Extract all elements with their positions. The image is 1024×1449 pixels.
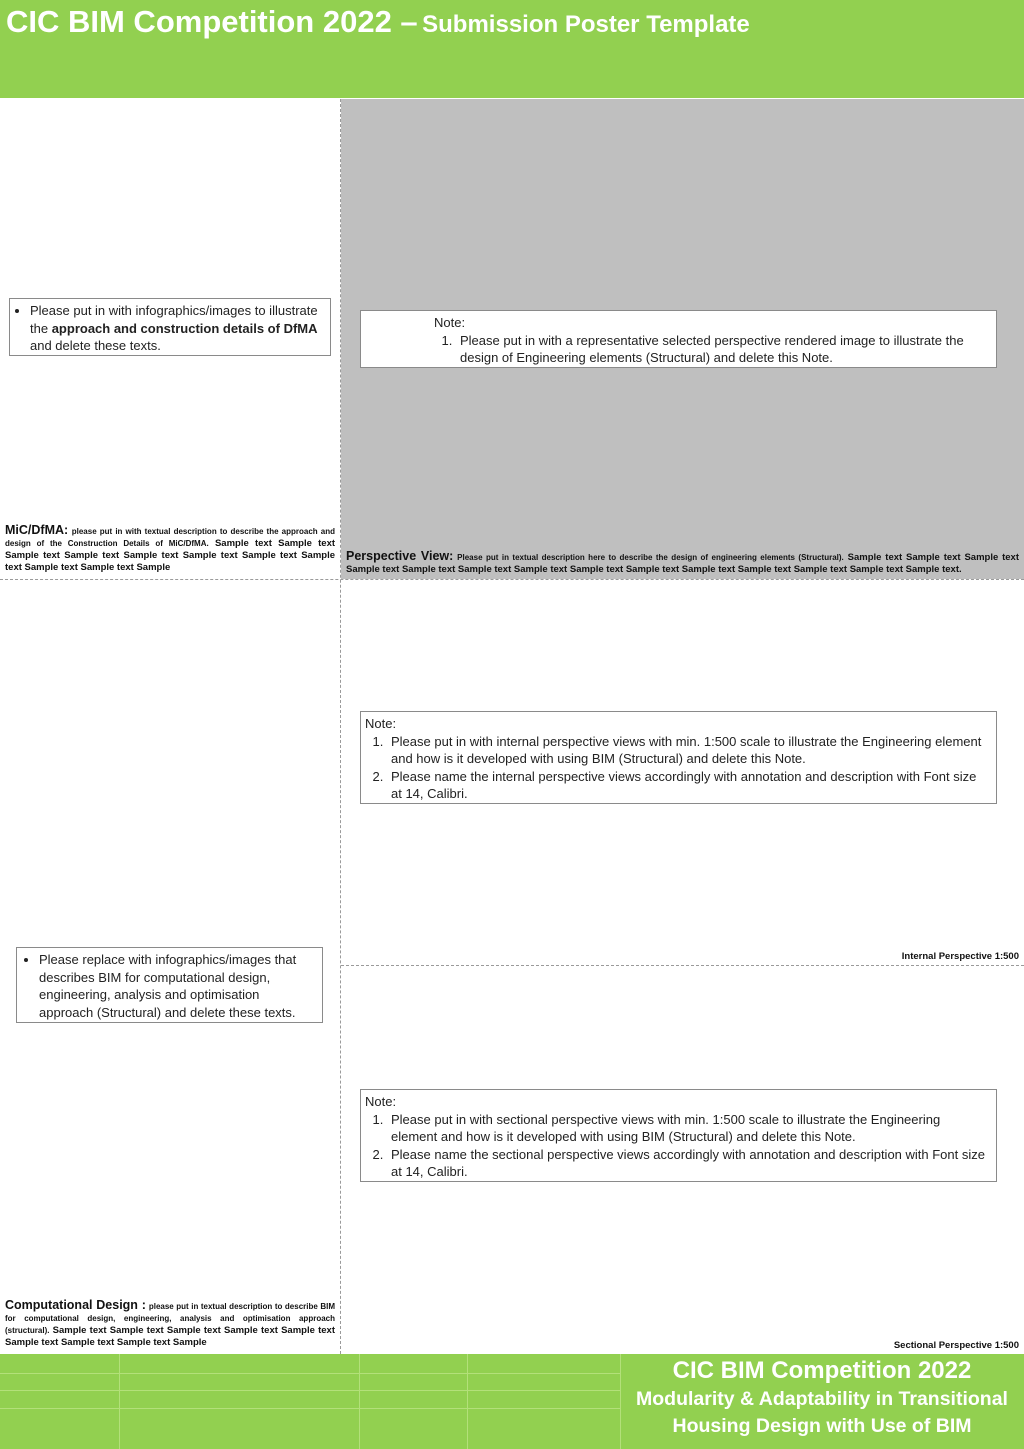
footer-grid-line <box>467 1354 468 1449</box>
computational-instruction-item: • Please replace with infographics/images that describes BIM for computational design, engineering, analysis and optimisation approach (Structural) and delete these texts. <box>39 951 316 1021</box>
sectional-note-item: 1. Please put in with sectional perspective views with min. 1:500 scale to illustrate the Engineering element and how is it developed with using BIM (Structural) and delete this Note. <box>387 1111 990 1146</box>
internal-note-item: 2. Please name the internal perspective views accordingly with annotation and description with Font size at 14, Calibri. <box>387 768 990 803</box>
row-divider-top <box>0 579 1024 580</box>
internal-perspective-label: Internal Perspective 1:500 <box>901 951 1019 962</box>
dfma-instruction-text: Please put in with infographics/images to illustrate the <box>30 303 318 336</box>
perspective-view-caption <box>346 550 1019 576</box>
perspective-note-box <box>360 310 997 368</box>
mic-dfma-heading: MiC/DfMA: <box>5 523 69 537</box>
sectional-note-box <box>360 1089 997 1182</box>
footer-subtitle-line1: Modularity & Adaptability in Transitional <box>636 1388 1008 1410</box>
footer-grid-line <box>359 1354 360 1449</box>
mic-dfma-lead: please put in with textual description to describe the approach and design of the Construction Details of MiC/DfMA. <box>5 527 336 548</box>
dfma-instruction-bold: approach and construction details of DfMA <box>51 320 318 336</box>
sectional-perspective-label: Sectional Perspective 1:500 <box>893 1340 1019 1351</box>
perspective-view-lead: Please put in textual description here to describe the design of engineering elements (Structural). <box>457 553 844 562</box>
mic-dfma-caption <box>5 524 335 574</box>
footer-title-block <box>620 1356 1024 1440</box>
perspective-note-item: 1. Please put in with a representative selected perspective rendered image to illustrate the design of Engineering elements (Structural) and delete this Note. <box>456 332 990 367</box>
internal-note-item: 1. Please put in with internal perspective views with min. 1:500 scale to illustrate the Engineering element and how is it developed with using BIM (Structural) and delete this Note. <box>387 733 990 768</box>
sectional-note-item: 2. Please name the sectional perspective views accordingly with annotation and description with Font size at 14, Calibri. <box>387 1146 990 1181</box>
row-divider-middle <box>341 965 1024 966</box>
internal-note-label: Note: <box>365 716 397 731</box>
footer-grid-line <box>0 1390 620 1391</box>
footer-title: CIC BIM Competition 2022 <box>672 1357 972 1384</box>
poster-title-sub: Submission Poster Template <box>422 11 750 38</box>
computational-design-body: Sample text Sample text Sample text Sample text Sample text Sample text Sample text Sample text Sample <box>5 1325 335 1348</box>
perspective-view-heading: Perspective View: <box>346 549 454 563</box>
dfma-instruction-box <box>9 298 331 356</box>
footer-subtitle-line2: Housing Design with Use of BIM <box>672 1415 972 1437</box>
poster-title <box>6 4 750 40</box>
perspective-note-label: Note: <box>434 315 466 330</box>
column-divider <box>340 99 341 1354</box>
dfma-instruction-tail: and delete these texts. <box>30 338 161 353</box>
footer-grid-line <box>0 1373 620 1374</box>
computational-design-lead: please put in textual description to describe BIM for computational design, engineering, analysis and optimisation approach (structural). <box>5 1302 336 1335</box>
mic-dfma-body: Sample text Sample text Sample text Sample text Sample text Sample text Sample text Sample text Sample text Sample text Sample <box>5 538 336 573</box>
dfma-instruction-item <box>30 302 324 355</box>
computational-instruction-box <box>16 947 323 1023</box>
footer-grid-line <box>119 1354 120 1449</box>
footer-grid-line <box>0 1408 620 1409</box>
computational-design-caption <box>5 1299 335 1349</box>
perspective-view-body: Sample text Sample text Sample text Sample text Sample text Sample text Sample text Sample text Sample text Sample text Sample text Sample text Sample text Sample text. <box>346 552 1019 575</box>
sectional-note-label: Note: <box>365 1094 397 1109</box>
computational-design-heading: Computational Design : <box>5 1298 146 1312</box>
internal-note-box <box>360 711 997 804</box>
poster-title-main: CIC BIM Competition 2022 – <box>6 4 418 39</box>
